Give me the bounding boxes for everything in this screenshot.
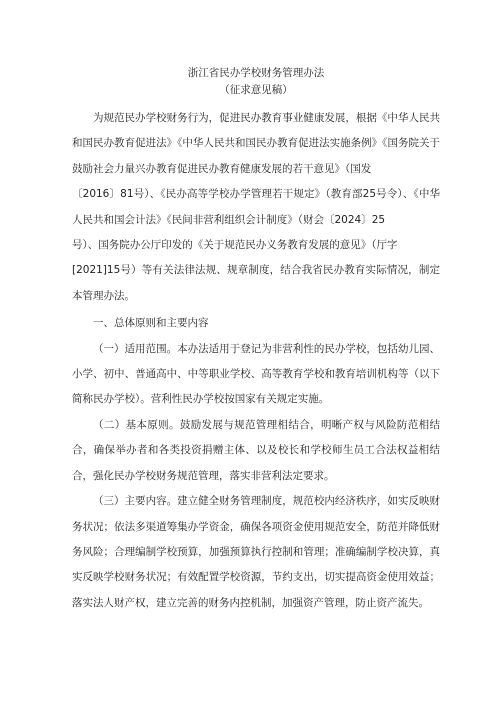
section-1-heading: 一、总体原则和主要内容 bbox=[93, 317, 209, 330]
section-1-item-3: （三）主要内容。建立健全财务管理制度，规范校内经济秩序，如实反映财务状况；依法多渠道筹集办学资金，确保各项资金使用规范安全，防范并降低财务风险；合理编制学校预算，加强预算执行控制和管理；准确编制学校决算，真实反映学校财务状况；有效配置学校资源，节约支出，切实提高资金使用效益；落实法人财产权，建立完善的财务内控机制，加强资产管理，防止资产流失。 bbox=[72, 495, 440, 609]
document-subtitle: （征求意见稿） bbox=[219, 84, 293, 96]
preamble-line-1: 为规范民办学校财务行为，促进民办教育事业健康发展，根据《中华人民共和国民办教育促进法》《中华人民共和国民办教育促进法实施条例》《国务院关于鼓励社会力量兴办教育促进民办教育健康发展的若干意见》（国发 bbox=[72, 112, 440, 175]
preamble-line-3: 号）、国务院办公厅印发的《关于规范民办义务教育发展的意见》（厅字 bbox=[72, 239, 398, 252]
preamble-line-2: 〔2016〕81号）、《民办高等学校办学管理若干规定》（教育部25号令）、《中华人民共和国会计法》《民间非营利组织会计制度》（财会〔2024〕25 bbox=[72, 188, 440, 226]
section-1-item-1: （一）适用范围。本办法适用于登记为非营利性的民办学校，包括幼儿园、小学、初中、普通高中、中等职业学校、高等教育学校和教育培训机构等（以下简称民办学校）。营利性民办学校按国家有关规定实施。 bbox=[72, 342, 440, 406]
document-title: 浙江省民办学校财务管理办法 bbox=[187, 67, 325, 79]
preamble-paragraph bbox=[72, 106, 440, 309]
preamble-line-4: [2021]15号）等有关法律法规、规章制度，结合我省民办教育实际情况，制定本管理办法。 bbox=[72, 264, 440, 302]
section-1-item-2: （二）基本原则。鼓励发展与规范管理相结合，明晰产权与风险防范相结合，确保举办者和各类投资捐赠主体、以及校长和学校师生员工合法权益相结合，强化民办学校财务规范管理，落实非营利法定要求。 bbox=[72, 418, 440, 482]
